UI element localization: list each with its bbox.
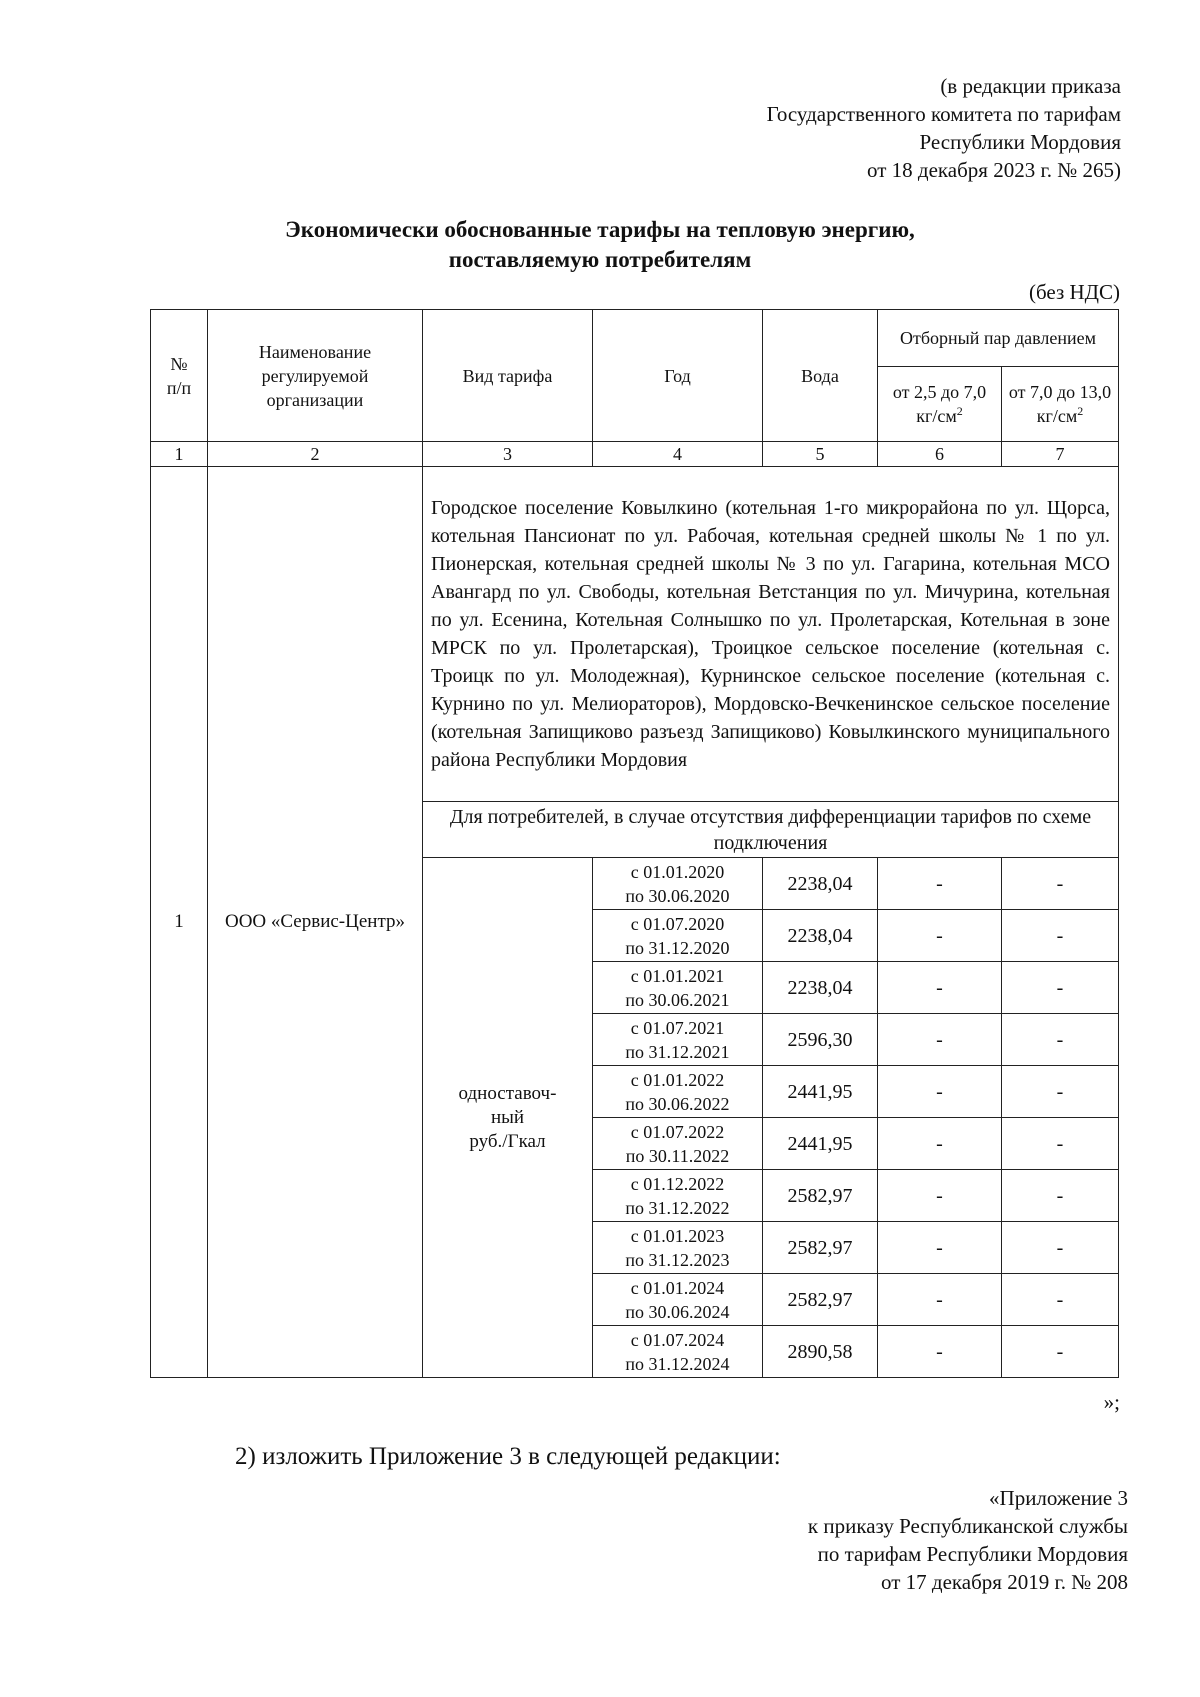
steam-high-tariff: - [1002, 858, 1119, 910]
water-tariff: 2582,97 [763, 1274, 878, 1326]
header-number-abbr: п/п [166, 377, 192, 398]
header-steam-high [1002, 367, 1119, 442]
period-from: с 01.07.2022 [630, 1121, 725, 1142]
steam-high-tariff: - [1002, 1222, 1119, 1274]
header-organization: Наименование регулируемой организации [208, 310, 423, 442]
steam-low-tariff: - [878, 962, 1002, 1014]
column-index: 7 [1002, 442, 1119, 467]
water-tariff: 2238,04 [763, 910, 878, 962]
column-index: 5 [763, 442, 878, 467]
appendix-note-line: от 17 декабря 2019 г. № 208 [881, 1570, 1128, 1594]
period-from: с 01.01.2020 [630, 861, 725, 882]
tariff-kind-line: руб./Гкал [469, 1130, 546, 1152]
period-from: с 01.01.2024 [630, 1277, 725, 1298]
water-tariff: 2441,95 [763, 1066, 878, 1118]
water-tariff: 2582,97 [763, 1222, 878, 1274]
period [593, 858, 763, 910]
header-water: Вода [763, 310, 878, 442]
tariff-table [150, 309, 1119, 1378]
steam-low-tariff: - [878, 1170, 1002, 1222]
header-steam-high-text: от 7,0 до 13,0 кг/см [1008, 382, 1112, 426]
period-to: по 30.06.2024 [625, 1301, 730, 1322]
water-tariff: 2582,97 [763, 1170, 878, 1222]
header-number-sign: № [170, 353, 188, 374]
period [593, 1066, 763, 1118]
steam-high-tariff: - [1002, 910, 1119, 962]
appendix-note [608, 1484, 1128, 1596]
period [593, 1222, 763, 1274]
water-tariff: 2238,04 [763, 858, 878, 910]
period [593, 910, 763, 962]
steam-low-tariff: - [878, 1118, 1002, 1170]
period-to: по 30.06.2022 [625, 1093, 730, 1114]
steam-low-tariff: - [878, 1014, 1002, 1066]
water-tariff: 2596,30 [763, 1014, 878, 1066]
amendment-note-line: от 18 декабря 2023 г. № 265) [867, 158, 1121, 182]
header-tariff-type: Вид тарифа [423, 310, 593, 442]
amendment-note-line: Республики Мордовия [919, 130, 1121, 154]
vat-note: (без НДС) [1028, 280, 1120, 304]
period [593, 1014, 763, 1066]
header-steam-low-text: от 2,5 до 7,0 кг/см [892, 382, 987, 426]
steam-low-tariff: - [878, 910, 1002, 962]
steam-high-tariff: - [1002, 1118, 1119, 1170]
period-from: с 01.07.2020 [630, 913, 725, 934]
period [593, 1118, 763, 1170]
steam-high-tariff: - [1002, 1274, 1119, 1326]
water-tariff: 2890,58 [763, 1326, 878, 1378]
column-index: 4 [593, 442, 763, 467]
period-from: с 01.01.2022 [630, 1069, 725, 1090]
period-to: по 31.12.2024 [625, 1353, 730, 1374]
title-line: поставляемую потребителям [448, 247, 752, 272]
title-line: Экономически обоснованные тарифы на тепловую энергию, [285, 217, 915, 242]
unit-superscript: 2 [956, 404, 963, 418]
tariff-kind [423, 858, 593, 1378]
period-to: по 31.12.2023 [625, 1249, 730, 1270]
amendment-note-line: Государственного комитета по тарифам [766, 102, 1121, 126]
unit-superscript: 2 [1077, 404, 1084, 418]
steam-high-tariff: - [1002, 1326, 1119, 1378]
consumer-group: Для потребителей, в случае отсутствия дифференциации тарифов по схеме подключения [423, 802, 1119, 858]
column-index: 2 [208, 442, 423, 467]
amendment-note-line: (в редакции приказа [940, 74, 1121, 98]
period [593, 1170, 763, 1222]
tariff-kind-line: ный [490, 1106, 525, 1128]
appendix-note-line: по тарифам Республики Мордовия [817, 1542, 1128, 1566]
column-index-row [151, 442, 1119, 467]
period-from: с 01.07.2024 [630, 1329, 725, 1350]
period-from: с 01.07.2021 [630, 1017, 725, 1038]
period-from: с 01.12.2022 [630, 1173, 725, 1194]
appendix-note-line: к приказу Республиканской службы [807, 1514, 1128, 1538]
column-index: 3 [423, 442, 593, 467]
column-index: 1 [151, 442, 208, 467]
column-index: 6 [878, 442, 1002, 467]
period-from: с 01.01.2021 [630, 965, 725, 986]
header-year: Год [593, 310, 763, 442]
period-from: с 01.01.2023 [630, 1225, 725, 1246]
service-area: Городское поселение Ковылкино (котельная 1-го микрорайона по ул. Щорса, котельная Пансионат по ул. Рабочая, котельная средней школы № 1 по ул. Пионерская, котельная средней школы № 3 по ул. Гагарина, котельная МСО Авангард по ул. Свободы, котельная Ветстанция по ул. Мичурина, котельная по ул. Есенина, Котельная Солнышко по ул. Пролетарская, Котельная в зоне МРСК по ул. Пролетарская), Троицкое сельское поселение (котельная с. Троицк по ул. Молодежная), Курнинское сельское поселение (котельная с. Курнино по ул. Мелиораторов), Мордовско-Вечкенинское сельское поселение (котельная Запищиково разъезд Запищиково) Ковылкинского муниципального района Республики Мордовия [423, 467, 1119, 802]
steam-high-tariff: - [1002, 1066, 1119, 1118]
header-steam-low [878, 367, 1002, 442]
period-to: по 30.11.2022 [625, 1145, 730, 1166]
instruction-text: 2) изложить Приложение 3 в следующей редакции: [235, 1443, 781, 1470]
steam-low-tariff: - [878, 858, 1002, 910]
steam-high-tariff: - [1002, 962, 1119, 1014]
period-to: по 31.12.2021 [625, 1041, 730, 1062]
period [593, 962, 763, 1014]
period [593, 1326, 763, 1378]
period-to: по 31.12.2022 [625, 1197, 730, 1218]
period-to: по 30.06.2021 [625, 989, 730, 1010]
steam-low-tariff: - [878, 1222, 1002, 1274]
water-tariff: 2441,95 [763, 1118, 878, 1170]
row-number: 1 [151, 467, 208, 1378]
steam-low-tariff: - [878, 1326, 1002, 1378]
organization-name: ООО «Сервис-Центр» [208, 467, 423, 1378]
document-title [140, 215, 1060, 275]
closing-quote: »; [1103, 1390, 1120, 1414]
amendment-note [601, 72, 1121, 184]
header-steam: Отборный пар давлением [878, 310, 1119, 367]
period-to: по 31.12.2020 [625, 937, 730, 958]
steam-high-tariff: - [1002, 1014, 1119, 1066]
header-number [151, 310, 208, 442]
steam-low-tariff: - [878, 1066, 1002, 1118]
tariff-kind-line: одноставоч- [458, 1082, 557, 1104]
period-to: по 30.06.2020 [625, 885, 730, 906]
water-tariff: 2238,04 [763, 962, 878, 1014]
steam-high-tariff: - [1002, 1170, 1119, 1222]
appendix-note-line: «Приложение 3 [989, 1486, 1128, 1510]
period [593, 1274, 763, 1326]
steam-low-tariff: - [878, 1274, 1002, 1326]
